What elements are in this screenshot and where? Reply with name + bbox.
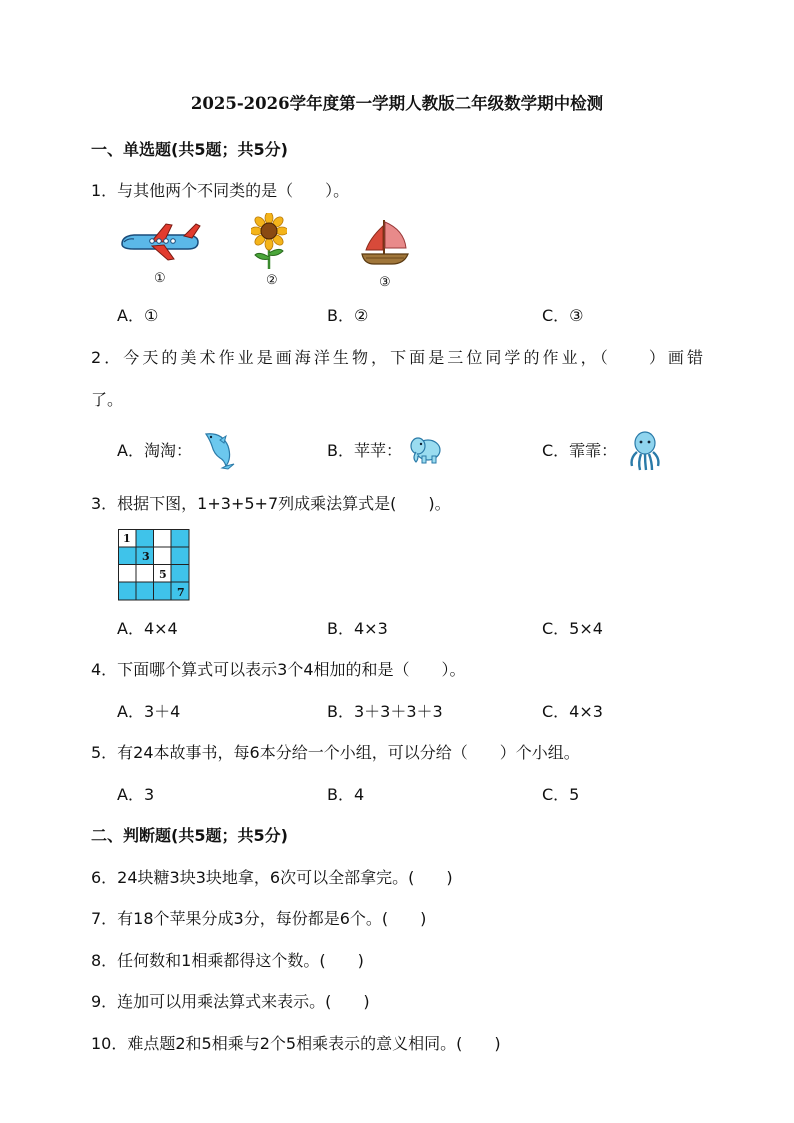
question-1: 1．与其他两个不同类的是（ ）。 <box>91 181 350 200</box>
sunflower-image <box>251 213 287 269</box>
question-7: 7．有18个苹果分成3分，每份都是6个。( ) <box>91 909 427 928</box>
sailboat-image <box>358 216 410 268</box>
q1-option-a[interactable]: A．① <box>117 306 159 325</box>
grid-label-7: 7 <box>177 586 185 599</box>
odd-square-grid <box>118 529 190 601</box>
caption-1: ① <box>154 271 166 286</box>
q5-option-a[interactable]: A．3 <box>117 785 155 804</box>
q1-option-c[interactable]: C．③ <box>542 306 584 325</box>
question-2-line-2: 了。 <box>91 390 124 409</box>
question-3: 3．根据下图，1+3+5+7列成乘法算式是( )。 <box>91 494 451 513</box>
q2-option-a[interactable]: A．淘淘： <box>117 441 192 460</box>
q3-option-c[interactable]: C．5×4 <box>542 619 603 638</box>
question-8: 8．任何数和1相乘都得这个数。( ) <box>91 951 364 970</box>
grid-label-5: 5 <box>159 568 167 581</box>
q2-option-b[interactable]: B．苹苹： <box>327 441 402 460</box>
question-9: 9．连加可以用乘法算式来表示。( ) <box>91 992 370 1011</box>
q1-option-b[interactable]: B．② <box>327 306 369 325</box>
caption-2: ② <box>266 273 278 288</box>
q2-option-c[interactable]: C．霏霏： <box>542 441 618 460</box>
question-6: 6．24块糖3块3块地拿，6次可以全部拿完。( ) <box>91 868 453 887</box>
airplane-image <box>118 218 202 262</box>
question-10: 10．难点题2和5相乘与2个5相乘表示的意义相同。( ) <box>91 1034 501 1053</box>
q3-option-b[interactable]: B．4×3 <box>327 619 388 638</box>
dolphin-image <box>200 428 238 470</box>
grid-label-3: 3 <box>142 550 150 563</box>
question-4: 4．下面哪个算式可以表示3个4相加的和是（ ）。 <box>91 660 466 679</box>
grid-label-1: 1 <box>123 532 131 545</box>
q4-option-a[interactable]: A．3＋4 <box>117 702 181 721</box>
q3-option-a[interactable]: A．4×4 <box>117 619 178 638</box>
q4-option-c[interactable]: C．4×3 <box>542 702 603 721</box>
page-title: 2025-2026学年度第一学期人教版二年级数学期中检测 <box>190 94 604 113</box>
octopus-image <box>626 430 664 472</box>
q4-option-b[interactable]: B．3＋3＋3＋3 <box>327 702 443 721</box>
question-5: 5．有24本故事书，每6本分给一个小组，可以分给（ ）个小组。 <box>91 743 580 762</box>
q5-option-b[interactable]: B．4 <box>327 785 365 804</box>
caption-3: ③ <box>379 275 391 290</box>
question-2-line-1: 2．今天的美术作业是画海洋生物，下面是三位同学的作业，（ ）画错 <box>91 348 703 367</box>
elephant-image <box>408 432 444 466</box>
section-true-false: 二、判断题(共5题；共5分) <box>91 826 288 845</box>
section-single-choice: 一、单选题(共5题；共5分) <box>91 140 288 159</box>
q5-option-c[interactable]: C．5 <box>542 785 580 804</box>
